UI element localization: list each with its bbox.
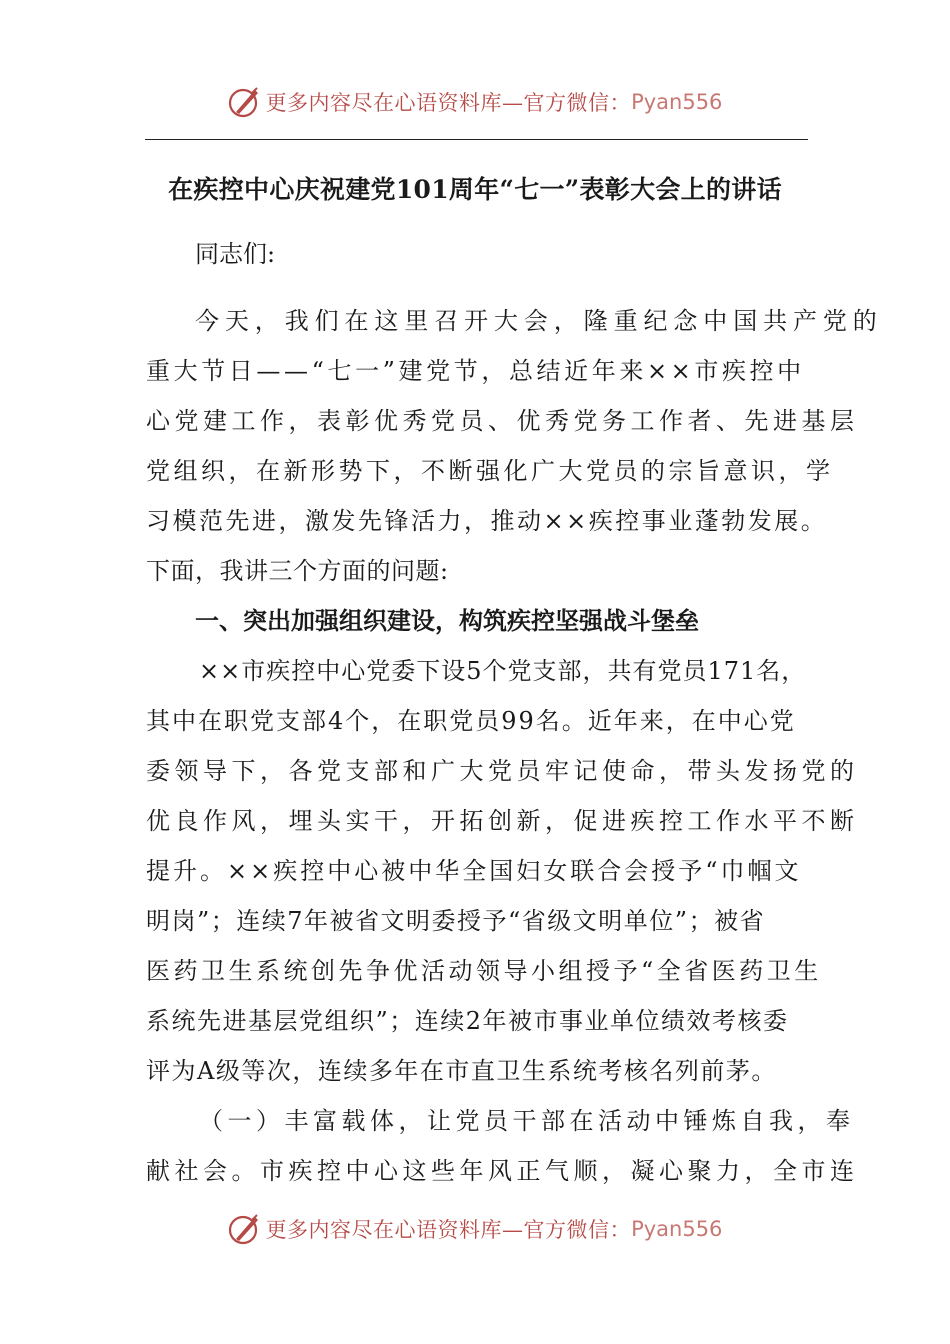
quill-pen-icon [228, 85, 262, 119]
banner-wechat-id: Pyan556 [631, 1217, 723, 1241]
paragraph-line: 其中在职党支部4个，在职党员99名。近年来，在中心党 [146, 707, 796, 735]
paragraph-line: 献社会。市疾控中心这些年风正气顺，凝心聚力，全市连 [146, 1157, 859, 1185]
paragraph-line: 今天，我们在这里召开大会，隆重纪念中国共产党的 [195, 307, 883, 335]
paragraph-line: 系统先进基层党组织”；连续2年被市事业单位绩效考核委 [146, 1007, 789, 1035]
paragraph-line: 下面，我讲三个方面的问题: [146, 557, 449, 585]
paragraph-line: 医药卫生系统创先争优活动领导小组授予“全省医药卫生 [146, 957, 822, 985]
paragraph-line: 评为A级等次，连续多年在市直卫生系统考核名列前茅。 [146, 1057, 777, 1085]
paragraph-line: ××市疾控中心党委下设5个党支部，共有党员171名， [199, 657, 807, 685]
paragraph-line: 优良作风，埋头实干，开拓创新，促进疾控工作水平不断 [146, 807, 859, 835]
footer-watermark-banner [0, 1207, 950, 1251]
document-title: 在疾控中心庆祝建党101周年“七一”表彰大会上的讲话 [168, 175, 782, 204]
paragraph-line: 心党建工作，表彰优秀党员、优秀党务工作者、先进基层 [146, 407, 859, 435]
paragraph-line: 党组织，在新形势下，不断强化广大党员的宗旨意识，学 [146, 457, 834, 485]
header-divider [145, 139, 808, 140]
paragraph-line: 委领导下，各党支部和广大党员牢记使命，带头发扬党的 [146, 757, 859, 785]
paragraph-line: 重大节日——“七一”建党节，总结近年来××市疾控中 [146, 357, 805, 385]
header-watermark-banner [0, 80, 950, 124]
banner-wechat-id: Pyan556 [631, 90, 723, 114]
paragraph-line: 习模范先进，激发先锋活力，推动××疾控事业蓬勃发展。 [146, 507, 828, 535]
paragraph-line: 提升。××疾控中心被中华全国妇女联合会授予“巾帼文 [146, 857, 802, 885]
paragraph-line: 明岗”；连续7年被省文明委授予“省级文明单位”；被省 [146, 907, 766, 935]
paragraph-line: （一）丰富载体，让党员干部在活动中锤炼自我，奉 [199, 1107, 855, 1135]
banner-text: 更多内容尽在心语资料库—官方微信： [265, 91, 632, 115]
salutation: 同志们: [195, 240, 276, 268]
banner-text: 更多内容尽在心语资料库—官方微信： [265, 1218, 632, 1242]
section-heading: 一、突出加强组织建设，构筑疾控坚强战斗堡垒 [195, 607, 699, 635]
quill-pen-icon [228, 1212, 262, 1246]
